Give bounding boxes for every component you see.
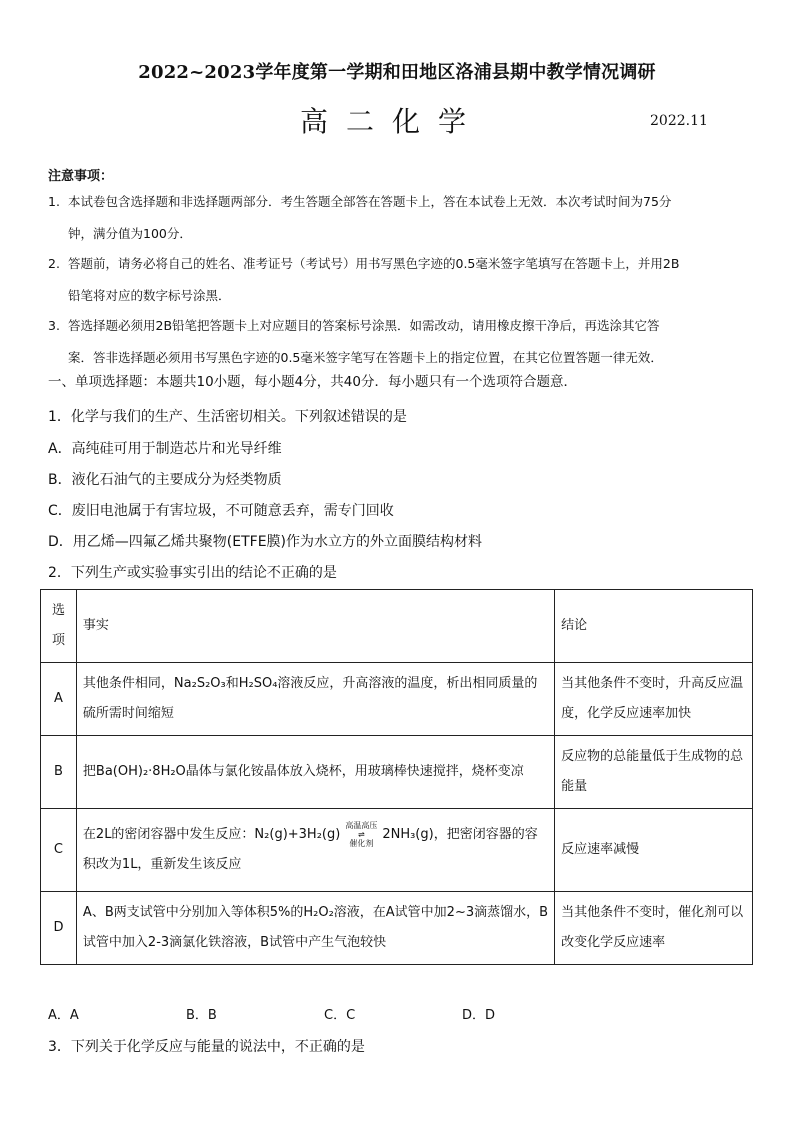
notice-text: 答题前，请务必将自己的姓名、准考证号（考试号）用书写黑色字迹的0.5毫米签字笔填写在答题卡上，并用2B <box>68 256 680 271</box>
table-row <box>41 663 753 736</box>
header-conclusion: 结论 <box>555 590 753 663</box>
row-option: D <box>41 892 77 965</box>
notice-heading: 注意事项： <box>48 169 114 184</box>
row-fact: 其他条件相同，Na₂S₂O₃和H₂SO₄溶液反应，升高溶液的温度，析出相同质量的硫所需时间缩短 <box>76 663 554 736</box>
reversible-arrow-icon: 高温高压 ⇌ 催化剂 <box>345 821 378 848</box>
question-2-stem: 2．下列生产或实验事实引出的结论不正确的是 <box>48 565 337 581</box>
row-fact: A、B两支试管中分别加入等体积5%的H₂O₂溶液，在A试管中加2~3滴蒸馏水，B试管中加入2-3滴氯化铁溶液，B试管中产生气泡较快 <box>76 892 554 965</box>
section-heading: 一、单项选择题：本题共10小题，每小题4分，共40分．每小题只有一个选项符合题意． <box>48 374 577 390</box>
question-1-stem: 1．化学与我们的生产、生活密切相关。下列叙述错误的是 <box>48 409 407 425</box>
table-row <box>41 809 753 892</box>
table-header-row <box>41 590 753 663</box>
notice-text: 本试卷包含选择题和非选择题两部分．考生答题全部答在答题卡上，答在本试卷上无效．本次考试时间为75分 <box>68 194 672 209</box>
fact-equation-end: 2NH₃(g)，把密闭容器的容积改为1L，重新发生该反应 <box>82 827 538 872</box>
question-3-stem: 3．下列关于化学反应与能量的说法中，不正确的是 <box>48 1039 365 1055</box>
question-2-answers <box>48 1004 600 1023</box>
notice-item <box>48 248 748 312</box>
notice-text: 案．答非选择题必须用书写黑色字迹的0.5毫米签字笔写在答题卡上的指定位置，在其它位置答题一律无效． <box>68 350 663 365</box>
arrow-condition-bottom: 催化剂 <box>349 839 374 848</box>
row-fact: 把Ba(OH)₂·8H₂O晶体与氯化铵晶体放入烧杯，用玻璃棒快速搅拌，烧杯变凉 <box>76 736 554 809</box>
exam-title: 2022~2023学年度第一学期和田地区洛浦县期中教学情况调研 <box>138 62 656 83</box>
answer-choice-c: C．C <box>324 1008 356 1023</box>
notice-number: 1. <box>48 194 60 209</box>
row-fact <box>76 809 554 892</box>
exam-date: 2022.11 <box>650 113 708 129</box>
table-row <box>41 736 753 809</box>
notice-item <box>48 186 748 250</box>
answer-choice-a: A．A <box>48 1008 79 1023</box>
question-1-option-c: C．废旧电池属于有害垃圾，不可随意丢弃，需专门回收 <box>48 503 394 519</box>
row-option: C <box>41 809 77 892</box>
row-option: A <box>41 663 77 736</box>
row-conclusion: 当其他条件不变时，催化剂可以改变化学反应速率 <box>555 892 753 965</box>
header-option: 选项 <box>41 590 77 663</box>
row-conclusion: 当其他条件不变时，升高反应温度，化学反应速率加快 <box>555 663 753 736</box>
notice-text: 铅笔将对应的数字标号涂黑． <box>68 288 231 303</box>
question-1-option-a: A．高纯硅可用于制造芯片和光导纤维 <box>48 441 282 457</box>
fact-equation-start: 在2L的密闭容器中发生反应：N₂(g)+3H₂(g) <box>82 827 341 842</box>
row-option: B <box>41 736 77 809</box>
notice-number: 2. <box>48 256 60 271</box>
notice-item <box>48 310 748 374</box>
header-fact: 事实 <box>76 590 554 663</box>
answer-choice-d: D．D <box>462 1008 496 1023</box>
question-1-option-b: B．液化石油气的主要成分为烃类物质 <box>48 472 282 488</box>
notice-text: 答选择题必须用2B铅笔把答题卡上对应题目的答案标号涂黑．如需改动，请用橡皮擦干净后，再选涂其它答 <box>68 318 660 333</box>
answer-choice-b: B．B <box>186 1008 217 1023</box>
row-conclusion: 反应速率减慢 <box>555 809 753 892</box>
arrow-condition-top: 高温高压 <box>345 821 378 830</box>
table-row <box>41 892 753 965</box>
notice-text: 钟，满分值为100分． <box>68 226 192 241</box>
subject-title: 高二化学 <box>300 105 485 138</box>
question-1-option-d: D．用乙烯—四氟乙烯共聚物(ETFE膜)作为水立方的外立面膜结构材料 <box>48 534 482 550</box>
row-conclusion: 反应物的总能量低于生成物的总能量 <box>555 736 753 809</box>
notice-number: 3. <box>48 318 60 333</box>
question-2-table <box>40 589 753 965</box>
